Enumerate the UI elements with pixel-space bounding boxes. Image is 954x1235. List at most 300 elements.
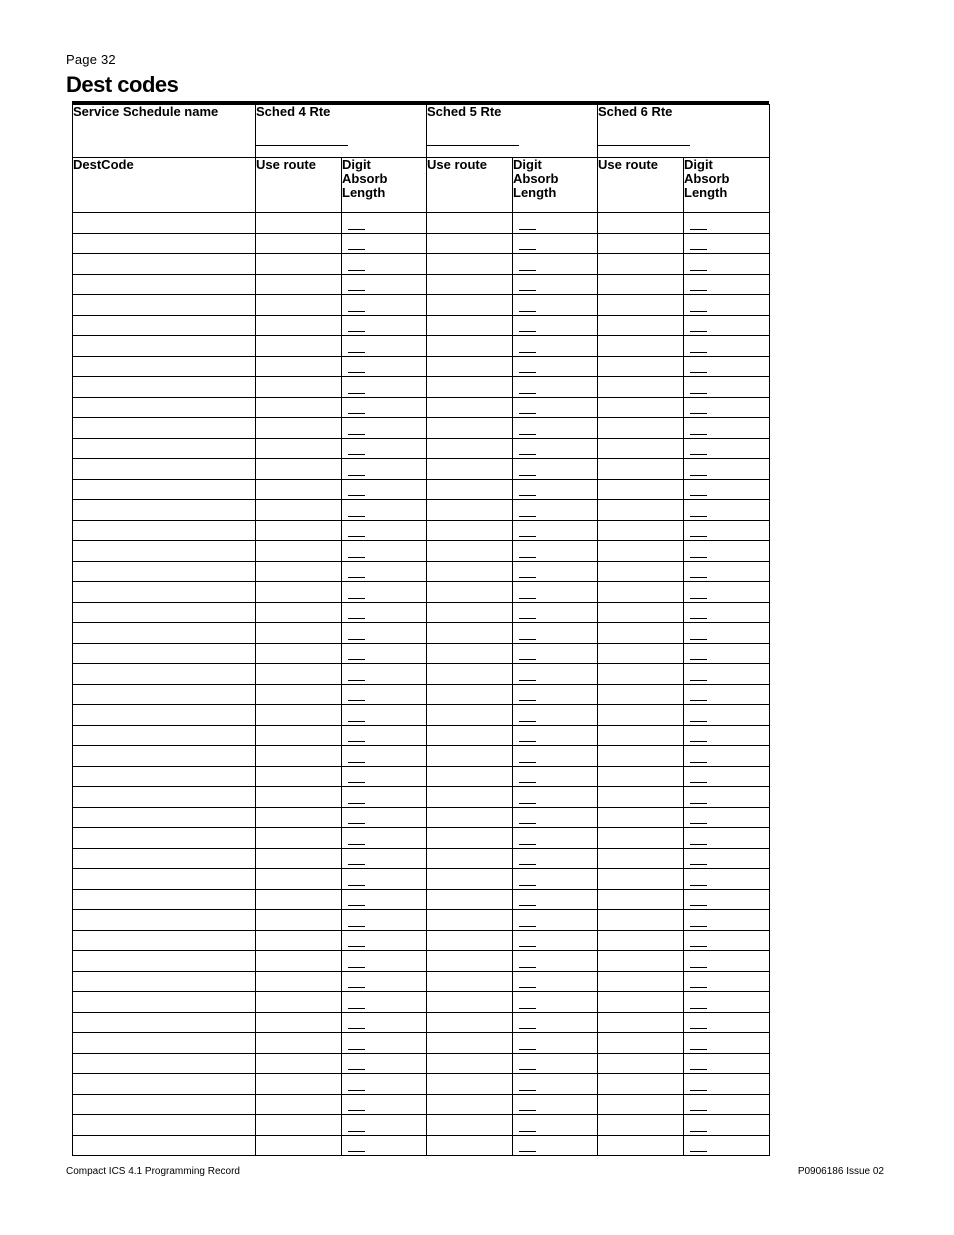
destcode-cell[interactable] [73,951,256,972]
use-route-cell[interactable] [256,295,342,316]
digit-absorb-cell[interactable] [684,746,770,767]
use-route-cell[interactable] [256,1094,342,1115]
use-route-cell[interactable] [427,664,513,685]
use-route-cell[interactable] [427,500,513,521]
use-route-cell[interactable] [598,930,684,951]
digit-absorb-cell[interactable] [342,787,427,808]
digit-absorb-cell[interactable] [513,828,598,849]
digit-absorb-cell[interactable] [513,1074,598,1095]
destcode-cell[interactable] [73,315,256,336]
use-route-cell[interactable] [427,541,513,562]
use-route-cell[interactable] [427,520,513,541]
use-route-cell[interactable] [256,930,342,951]
use-route-cell[interactable] [427,233,513,254]
digit-absorb-cell[interactable] [513,848,598,869]
digit-absorb-cell[interactable] [513,807,598,828]
digit-absorb-cell[interactable] [513,459,598,480]
digit-absorb-cell[interactable] [342,295,427,316]
destcode-cell[interactable] [73,561,256,582]
use-route-cell[interactable] [427,848,513,869]
destcode-cell[interactable] [73,254,256,275]
digit-absorb-cell[interactable] [513,705,598,726]
use-route-cell[interactable] [427,1115,513,1136]
digit-absorb-cell[interactable] [342,725,427,746]
digit-absorb-cell[interactable] [513,725,598,746]
digit-absorb-cell[interactable] [684,992,770,1013]
use-route-cell[interactable] [598,766,684,787]
destcode-cell[interactable] [73,746,256,767]
use-route-cell[interactable] [256,664,342,685]
digit-absorb-cell[interactable] [342,438,427,459]
destcode-cell[interactable] [73,582,256,603]
use-route-cell[interactable] [427,274,513,295]
digit-absorb-cell[interactable] [342,930,427,951]
digit-absorb-cell[interactable] [513,356,598,377]
destcode-cell[interactable] [73,705,256,726]
use-route-cell[interactable] [598,746,684,767]
use-route-cell[interactable] [598,1094,684,1115]
use-route-cell[interactable] [598,971,684,992]
use-route-cell[interactable] [598,500,684,521]
digit-absorb-cell[interactable] [513,869,598,890]
use-route-cell[interactable] [598,807,684,828]
digit-absorb-cell[interactable] [513,500,598,521]
digit-absorb-cell[interactable] [513,992,598,1013]
digit-absorb-cell[interactable] [513,561,598,582]
use-route-cell[interactable] [598,418,684,439]
digit-absorb-cell[interactable] [684,971,770,992]
use-route-cell[interactable] [598,561,684,582]
use-route-cell[interactable] [256,848,342,869]
digit-absorb-cell[interactable] [342,602,427,623]
use-route-cell[interactable] [598,438,684,459]
digit-absorb-cell[interactable] [513,623,598,644]
destcode-cell[interactable] [73,807,256,828]
digit-absorb-cell[interactable] [684,602,770,623]
use-route-cell[interactable] [427,479,513,500]
digit-absorb-cell[interactable] [513,664,598,685]
digit-absorb-cell[interactable] [513,520,598,541]
digit-absorb-cell[interactable] [342,828,427,849]
digit-absorb-cell[interactable] [684,315,770,336]
use-route-cell[interactable] [427,1012,513,1033]
use-route-cell[interactable] [256,1012,342,1033]
digit-absorb-cell[interactable] [513,951,598,972]
digit-absorb-cell[interactable] [684,1074,770,1095]
sched-4-rte-cell[interactable] [256,105,427,158]
destcode-cell[interactable] [73,356,256,377]
use-route-cell[interactable] [256,274,342,295]
use-route-cell[interactable] [598,1012,684,1033]
digit-absorb-cell[interactable] [684,828,770,849]
digit-absorb-cell[interactable] [684,664,770,685]
destcode-cell[interactable] [73,1074,256,1095]
use-route-cell[interactable] [427,295,513,316]
digit-absorb-cell[interactable] [684,725,770,746]
use-route-cell[interactable] [256,1115,342,1136]
destcode-cell[interactable] [73,869,256,890]
digit-absorb-cell[interactable] [342,479,427,500]
use-route-cell[interactable] [256,520,342,541]
use-route-cell[interactable] [256,479,342,500]
digit-absorb-cell[interactable] [342,807,427,828]
destcode-cell[interactable] [73,643,256,664]
destcode-cell[interactable] [73,664,256,685]
use-route-cell[interactable] [427,582,513,603]
destcode-cell[interactable] [73,438,256,459]
use-route-cell[interactable] [598,664,684,685]
digit-absorb-cell[interactable] [513,1115,598,1136]
use-route-cell[interactable] [598,336,684,357]
use-route-cell[interactable] [256,1135,342,1156]
use-route-cell[interactable] [256,397,342,418]
use-route-cell[interactable] [598,828,684,849]
digit-absorb-cell[interactable] [684,930,770,951]
use-route-cell[interactable] [256,418,342,439]
digit-absorb-cell[interactable] [342,684,427,705]
digit-absorb-cell[interactable] [513,1094,598,1115]
digit-absorb-cell[interactable] [684,274,770,295]
digit-absorb-cell[interactable] [513,787,598,808]
use-route-cell[interactable] [427,971,513,992]
digit-absorb-cell[interactable] [684,233,770,254]
digit-absorb-cell[interactable] [684,766,770,787]
digit-absorb-cell[interactable] [684,869,770,890]
sched-6-rte-cell[interactable] [598,105,770,158]
use-route-cell[interactable] [256,725,342,746]
use-route-cell[interactable] [427,807,513,828]
digit-absorb-cell[interactable] [342,1033,427,1054]
destcode-cell[interactable] [73,1094,256,1115]
destcode-cell[interactable] [73,500,256,521]
use-route-cell[interactable] [256,746,342,767]
use-route-cell[interactable] [427,725,513,746]
use-route-cell[interactable] [598,643,684,664]
use-route-cell[interactable] [256,910,342,931]
digit-absorb-cell[interactable] [684,684,770,705]
use-route-cell[interactable] [427,828,513,849]
digit-absorb-cell[interactable] [513,684,598,705]
use-route-cell[interactable] [598,459,684,480]
digit-absorb-cell[interactable] [684,397,770,418]
digit-absorb-cell[interactable] [342,1074,427,1095]
digit-absorb-cell[interactable] [342,274,427,295]
use-route-cell[interactable] [256,1053,342,1074]
destcode-cell[interactable] [73,787,256,808]
digit-absorb-cell[interactable] [513,1135,598,1156]
use-route-cell[interactable] [427,992,513,1013]
digit-absorb-cell[interactable] [684,582,770,603]
use-route-cell[interactable] [256,951,342,972]
digit-absorb-cell[interactable] [342,992,427,1013]
use-route-cell[interactable] [427,561,513,582]
destcode-cell[interactable] [73,684,256,705]
digit-absorb-cell[interactable] [513,1012,598,1033]
destcode-cell[interactable] [73,274,256,295]
digit-absorb-cell[interactable] [342,254,427,275]
use-route-cell[interactable] [427,315,513,336]
digit-absorb-cell[interactable] [684,1115,770,1136]
use-route-cell[interactable] [256,766,342,787]
use-route-cell[interactable] [427,643,513,664]
digit-absorb-cell[interactable] [342,971,427,992]
digit-absorb-cell[interactable] [684,623,770,644]
use-route-cell[interactable] [427,336,513,357]
digit-absorb-cell[interactable] [513,438,598,459]
use-route-cell[interactable] [598,295,684,316]
digit-absorb-cell[interactable] [342,889,427,910]
destcode-cell[interactable] [73,418,256,439]
use-route-cell[interactable] [427,1094,513,1115]
sched-6-rte-blank[interactable] [598,145,690,146]
use-route-cell[interactable] [598,520,684,541]
use-route-cell[interactable] [427,356,513,377]
digit-absorb-cell[interactable] [684,438,770,459]
use-route-cell[interactable] [598,377,684,398]
use-route-cell[interactable] [427,766,513,787]
use-route-cell[interactable] [256,971,342,992]
digit-absorb-cell[interactable] [513,582,598,603]
use-route-cell[interactable] [256,684,342,705]
destcode-cell[interactable] [73,992,256,1013]
destcode-cell[interactable] [73,889,256,910]
use-route-cell[interactable] [598,1074,684,1095]
use-route-cell[interactable] [598,1033,684,1054]
digit-absorb-cell[interactable] [684,807,770,828]
destcode-cell[interactable] [73,930,256,951]
digit-absorb-cell[interactable] [342,1115,427,1136]
use-route-cell[interactable] [427,459,513,480]
digit-absorb-cell[interactable] [342,746,427,767]
use-route-cell[interactable] [598,254,684,275]
digit-absorb-cell[interactable] [342,1094,427,1115]
digit-absorb-cell[interactable] [684,1053,770,1074]
use-route-cell[interactable] [256,643,342,664]
digit-absorb-cell[interactable] [684,295,770,316]
use-route-cell[interactable] [598,992,684,1013]
destcode-cell[interactable] [73,479,256,500]
digit-absorb-cell[interactable] [684,951,770,972]
digit-absorb-cell[interactable] [342,356,427,377]
digit-absorb-cell[interactable] [342,623,427,644]
use-route-cell[interactable] [598,889,684,910]
use-route-cell[interactable] [598,1053,684,1074]
use-route-cell[interactable] [598,397,684,418]
digit-absorb-cell[interactable] [684,520,770,541]
digit-absorb-cell[interactable] [684,500,770,521]
use-route-cell[interactable] [256,233,342,254]
digit-absorb-cell[interactable] [342,1053,427,1074]
use-route-cell[interactable] [598,233,684,254]
use-route-cell[interactable] [256,254,342,275]
sched-5-rte-cell[interactable] [427,105,598,158]
use-route-cell[interactable] [256,459,342,480]
digit-absorb-cell[interactable] [342,418,427,439]
use-route-cell[interactable] [256,705,342,726]
digit-absorb-cell[interactable] [513,377,598,398]
destcode-cell[interactable] [73,1115,256,1136]
use-route-cell[interactable] [427,602,513,623]
digit-absorb-cell[interactable] [684,787,770,808]
use-route-cell[interactable] [256,828,342,849]
use-route-cell[interactable] [427,930,513,951]
digit-absorb-cell[interactable] [513,418,598,439]
digit-absorb-cell[interactable] [342,664,427,685]
destcode-cell[interactable] [73,623,256,644]
destcode-cell[interactable] [73,848,256,869]
digit-absorb-cell[interactable] [684,705,770,726]
use-route-cell[interactable] [427,1033,513,1054]
digit-absorb-cell[interactable] [513,336,598,357]
use-route-cell[interactable] [598,869,684,890]
destcode-cell[interactable] [73,828,256,849]
use-route-cell[interactable] [598,787,684,808]
digit-absorb-cell[interactable] [342,1012,427,1033]
digit-absorb-cell[interactable] [513,479,598,500]
use-route-cell[interactable] [256,889,342,910]
sched-4-rte-blank[interactable] [256,145,348,146]
use-route-cell[interactable] [427,377,513,398]
use-route-cell[interactable] [427,254,513,275]
digit-absorb-cell[interactable] [513,233,598,254]
use-route-cell[interactable] [256,315,342,336]
use-route-cell[interactable] [427,438,513,459]
digit-absorb-cell[interactable] [342,848,427,869]
use-route-cell[interactable] [256,1033,342,1054]
destcode-cell[interactable] [73,1012,256,1033]
destcode-cell[interactable] [73,910,256,931]
digit-absorb-cell[interactable] [684,561,770,582]
digit-absorb-cell[interactable] [342,541,427,562]
use-route-cell[interactable] [598,1115,684,1136]
digit-absorb-cell[interactable] [513,1053,598,1074]
use-route-cell[interactable] [256,787,342,808]
use-route-cell[interactable] [598,274,684,295]
digit-absorb-cell[interactable] [342,766,427,787]
use-route-cell[interactable] [598,848,684,869]
digit-absorb-cell[interactable] [684,418,770,439]
digit-absorb-cell[interactable] [513,971,598,992]
destcode-cell[interactable] [73,766,256,787]
use-route-cell[interactable] [427,910,513,931]
use-route-cell[interactable] [427,418,513,439]
digit-absorb-cell[interactable] [684,1094,770,1115]
use-route-cell[interactable] [427,746,513,767]
use-route-cell[interactable] [427,869,513,890]
use-route-cell[interactable] [598,213,684,234]
digit-absorb-cell[interactable] [342,233,427,254]
destcode-cell[interactable] [73,971,256,992]
use-route-cell[interactable] [598,582,684,603]
digit-absorb-cell[interactable] [342,459,427,480]
digit-absorb-cell[interactable] [684,336,770,357]
destcode-cell[interactable] [73,725,256,746]
sched-5-rte-blank[interactable] [427,145,519,146]
digit-absorb-cell[interactable] [342,397,427,418]
use-route-cell[interactable] [256,438,342,459]
digit-absorb-cell[interactable] [513,766,598,787]
digit-absorb-cell[interactable] [342,869,427,890]
use-route-cell[interactable] [256,992,342,1013]
digit-absorb-cell[interactable] [513,889,598,910]
use-route-cell[interactable] [598,725,684,746]
digit-absorb-cell[interactable] [513,397,598,418]
destcode-cell[interactable] [73,377,256,398]
use-route-cell[interactable] [598,951,684,972]
use-route-cell[interactable] [256,623,342,644]
digit-absorb-cell[interactable] [684,910,770,931]
digit-absorb-cell[interactable] [513,274,598,295]
destcode-cell[interactable] [73,1135,256,1156]
destcode-cell[interactable] [73,459,256,480]
use-route-cell[interactable] [256,869,342,890]
use-route-cell[interactable] [598,623,684,644]
use-route-cell[interactable] [427,787,513,808]
digit-absorb-cell[interactable] [684,459,770,480]
digit-absorb-cell[interactable] [513,746,598,767]
digit-absorb-cell[interactable] [342,643,427,664]
use-route-cell[interactable] [427,1053,513,1074]
digit-absorb-cell[interactable] [342,520,427,541]
use-route-cell[interactable] [598,705,684,726]
destcode-cell[interactable] [73,295,256,316]
destcode-cell[interactable] [73,1033,256,1054]
digit-absorb-cell[interactable] [684,1135,770,1156]
digit-absorb-cell[interactable] [684,479,770,500]
use-route-cell[interactable] [598,356,684,377]
digit-absorb-cell[interactable] [513,315,598,336]
use-route-cell[interactable] [256,541,342,562]
digit-absorb-cell[interactable] [342,213,427,234]
digit-absorb-cell[interactable] [342,561,427,582]
digit-absorb-cell[interactable] [342,951,427,972]
digit-absorb-cell[interactable] [342,1135,427,1156]
digit-absorb-cell[interactable] [513,602,598,623]
use-route-cell[interactable] [256,336,342,357]
digit-absorb-cell[interactable] [684,848,770,869]
digit-absorb-cell[interactable] [513,643,598,664]
digit-absorb-cell[interactable] [684,213,770,234]
use-route-cell[interactable] [427,623,513,644]
use-route-cell[interactable] [598,315,684,336]
digit-absorb-cell[interactable] [684,356,770,377]
digit-absorb-cell[interactable] [684,541,770,562]
use-route-cell[interactable] [598,602,684,623]
use-route-cell[interactable] [427,951,513,972]
use-route-cell[interactable] [256,561,342,582]
use-route-cell[interactable] [256,807,342,828]
digit-absorb-cell[interactable] [513,295,598,316]
destcode-cell[interactable] [73,1053,256,1074]
destcode-cell[interactable] [73,541,256,562]
use-route-cell[interactable] [256,356,342,377]
use-route-cell[interactable] [256,377,342,398]
digit-absorb-cell[interactable] [684,1012,770,1033]
destcode-cell[interactable] [73,520,256,541]
use-route-cell[interactable] [427,684,513,705]
digit-absorb-cell[interactable] [684,377,770,398]
digit-absorb-cell[interactable] [342,315,427,336]
use-route-cell[interactable] [598,910,684,931]
use-route-cell[interactable] [427,1135,513,1156]
digit-absorb-cell[interactable] [684,889,770,910]
destcode-cell[interactable] [73,213,256,234]
use-route-cell[interactable] [598,684,684,705]
digit-absorb-cell[interactable] [513,254,598,275]
digit-absorb-cell[interactable] [513,213,598,234]
use-route-cell[interactable] [598,479,684,500]
use-route-cell[interactable] [427,397,513,418]
